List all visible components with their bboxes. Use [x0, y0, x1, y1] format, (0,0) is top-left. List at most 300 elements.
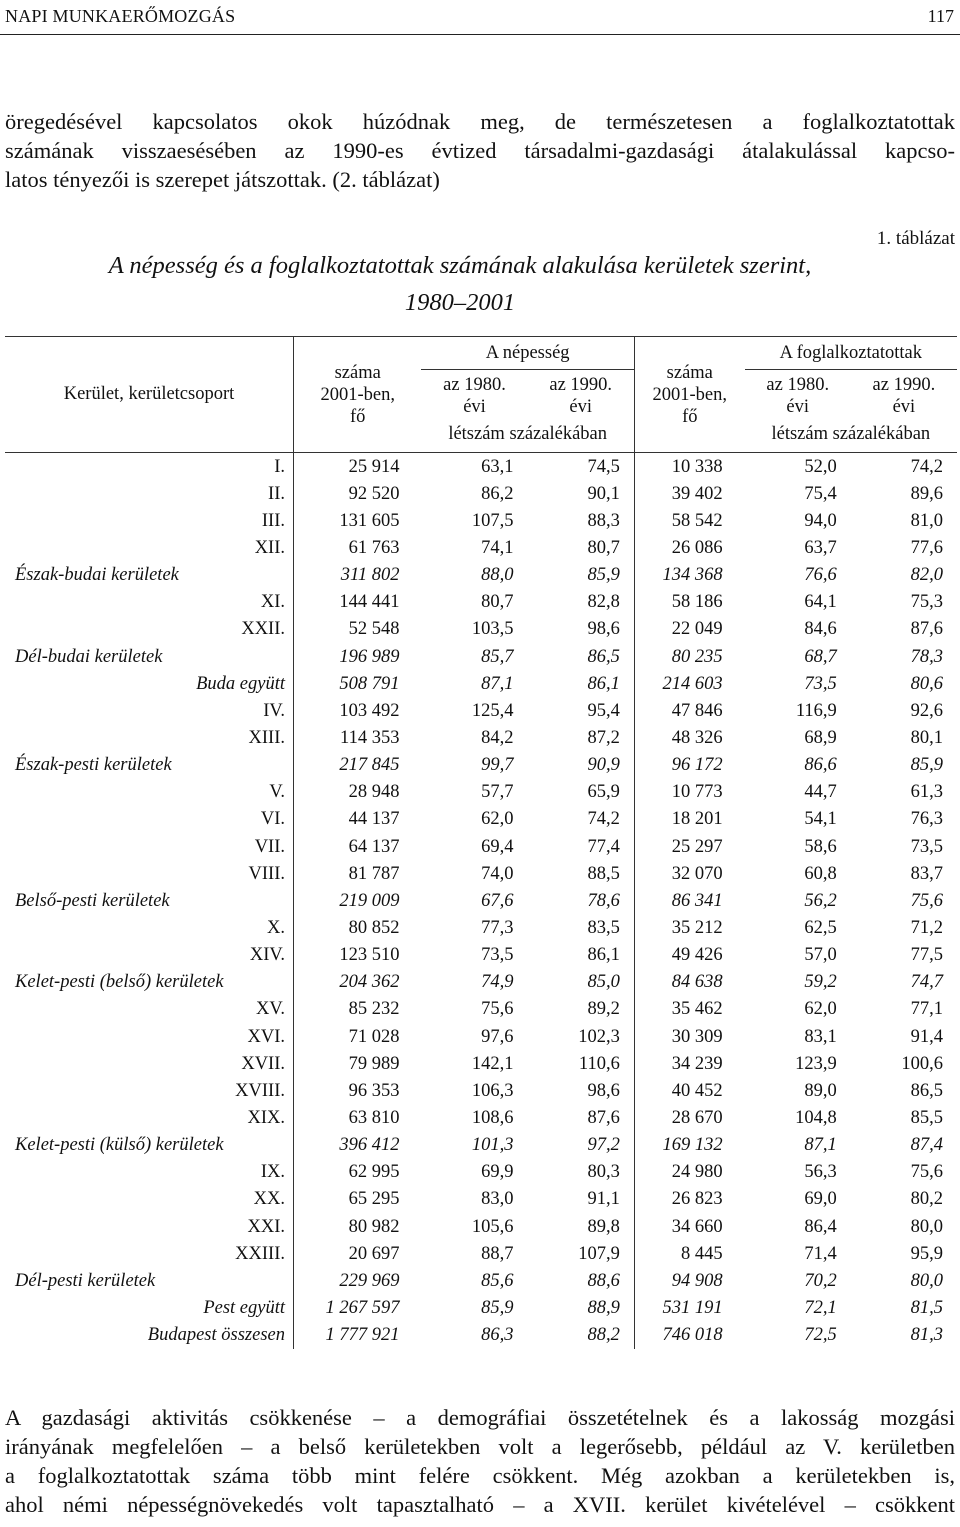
table-row	[5, 724, 957, 751]
cell-p80: 75,6	[481, 999, 514, 1020]
cell-pop: 123 510	[294, 942, 422, 969]
cell-p80: 108,6	[471, 1107, 514, 1128]
cell-pop: 52 548	[294, 616, 422, 643]
cell-p90: 88,5	[587, 863, 620, 884]
cell-p90: 80,3	[587, 1162, 620, 1183]
table-row	[5, 1294, 957, 1321]
cell-emp: 94 908	[634, 1267, 744, 1294]
header-population-group: A népesség	[421, 337, 634, 370]
cell-e80: 86,6	[804, 755, 837, 776]
cell-e80: 94,0	[804, 510, 837, 531]
cell-p90: 95,4	[587, 700, 620, 721]
district-name: XVI.	[247, 1026, 285, 1047]
cell-pop: 103 492	[294, 697, 422, 724]
district-name: XIV.	[249, 945, 285, 966]
header-population-count	[294, 337, 422, 453]
table-row	[5, 562, 957, 589]
cell-e90: 80,0	[910, 1216, 943, 1237]
cell-p90: 86,5	[587, 646, 620, 667]
table-row	[5, 1050, 957, 1077]
cell-emp: 58 186	[634, 589, 744, 616]
cell-pop: 71 028	[294, 1023, 422, 1050]
table-row	[5, 507, 957, 534]
cell-p90: 89,2	[587, 999, 620, 1020]
cell-e80: 68,7	[804, 646, 837, 667]
intro-line: számának visszaesésében az 1990-es évtized társadalmi-gazdasági átalakulással kapcso-	[5, 138, 955, 163]
district-name: XXI.	[247, 1216, 285, 1237]
cell-p80: 85,9	[481, 1297, 514, 1318]
cell-e80: 56,2	[804, 890, 837, 911]
cell-e90: 76,3	[910, 809, 943, 830]
district-name: Dél-pesti kerületek	[15, 1270, 156, 1291]
cell-p90: 65,9	[587, 782, 620, 803]
cell-e90: 80,6	[910, 673, 943, 694]
header-1980	[421, 370, 527, 419]
cell-pop: 131 605	[294, 507, 422, 534]
district-name: XIX.	[247, 1107, 285, 1128]
table-row	[5, 1104, 957, 1131]
header-text: 2001-ben,	[652, 384, 728, 405]
cell-p90: 86,1	[587, 673, 620, 694]
table-row	[5, 697, 957, 724]
cell-e80: 58,6	[804, 836, 837, 857]
cell-e80: 56,3	[804, 1162, 837, 1183]
cell-emp: 80 235	[634, 643, 744, 670]
cell-p80: 103,5	[471, 619, 514, 640]
table-row	[5, 453, 957, 481]
cell-pop: 61 763	[294, 534, 422, 561]
cell-pop: 204 362	[294, 969, 422, 996]
table-row	[5, 643, 957, 670]
cell-pop: 196 989	[294, 643, 422, 670]
cell-e80: 89,0	[804, 1080, 837, 1101]
cell-e80: 62,0	[804, 999, 837, 1020]
cell-p80: 57,7	[481, 782, 514, 803]
cell-p90: 88,3	[587, 510, 620, 531]
district-name: VIII.	[248, 863, 285, 884]
cell-emp: 35 462	[634, 996, 744, 1023]
cell-p90: 88,6	[587, 1270, 620, 1291]
district-name: Buda együtt	[196, 673, 285, 694]
cell-emp: 22 049	[634, 616, 744, 643]
cell-p80: 86,2	[481, 483, 514, 504]
cell-p90: 89,8	[587, 1216, 620, 1237]
cell-p80: 63,1	[421, 453, 527, 481]
table-row	[5, 1322, 957, 1349]
district-name: Dél-budai kerületek	[15, 646, 163, 667]
cell-emp: 531 191	[634, 1294, 744, 1321]
cell-p80: 73,5	[481, 945, 514, 966]
cell-p80: 86,3	[481, 1325, 514, 1346]
cell-e80: 75,4	[804, 483, 837, 504]
cell-e80: 57,0	[804, 945, 837, 966]
district-name: XXIII.	[235, 1243, 285, 1264]
table-row	[5, 1159, 957, 1186]
cell-e80: 44,7	[804, 782, 837, 803]
intro-paragraph	[5, 107, 955, 194]
cell-p80: 107,5	[471, 510, 514, 531]
cell-p80: 74,0	[481, 863, 514, 884]
district-name: XIII.	[248, 727, 285, 748]
cell-emp: 58 542	[634, 507, 744, 534]
cell-emp: 10 338	[634, 453, 744, 481]
cell-p80: 125,4	[471, 700, 514, 721]
cell-e90: 80,2	[910, 1189, 943, 1210]
header-district: Kerület, kerületcsoport	[5, 337, 294, 453]
cell-p90: 97,2	[587, 1135, 620, 1156]
cell-e90: 80,1	[910, 727, 943, 748]
cell-pop: 92 520	[294, 480, 422, 507]
cell-p90: 85,0	[587, 972, 620, 993]
cell-e90: 78,3	[910, 646, 943, 667]
table-row	[5, 996, 957, 1023]
cell-pop: 311 802	[294, 562, 422, 589]
cell-e90: 80,0	[910, 1270, 943, 1291]
header-1980	[745, 370, 851, 419]
cell-pop: 81 787	[294, 860, 422, 887]
table-row	[5, 887, 957, 914]
intro-line: latos tényezői is szerepet játszottak. (2. táblázat)	[5, 167, 440, 192]
cell-e80: 60,8	[804, 863, 837, 884]
district-name: Pest együtt	[203, 1297, 285, 1318]
header-text: fő	[682, 406, 698, 427]
cell-e90: 74,7	[910, 972, 943, 993]
cell-emp: 47 846	[634, 697, 744, 724]
header-employed-count	[634, 337, 744, 453]
cell-p90: 107,9	[578, 1243, 620, 1264]
cell-p90: 91,1	[587, 1189, 620, 1210]
cell-e90: 81,0	[910, 510, 943, 531]
cell-emp: 96 172	[634, 752, 744, 779]
outro-line: a foglalkoztatottak száma több mint felére csökkent. Még azokban a kerületekben is,	[5, 1463, 955, 1488]
cell-emp: 30 309	[634, 1023, 744, 1050]
district-name: XV.	[256, 999, 285, 1020]
cell-e90: 89,6	[910, 483, 943, 504]
district-name: Belső-pesti kerületek	[15, 890, 170, 911]
cell-e90: 87,4	[910, 1135, 943, 1156]
outro-line: ahol némi népességnövekedés volt tapasztalható – a XVII. kerület kivételével – csökkent	[5, 1492, 955, 1517]
district-name: VII.	[254, 836, 285, 857]
cell-e80: 123,9	[795, 1053, 837, 1074]
header-percent-label: létszám százalékában	[771, 423, 931, 444]
cell-p80: 74,1	[481, 537, 514, 558]
table-row	[5, 1240, 957, 1267]
cell-e80: 72,1	[804, 1297, 837, 1318]
cell-p80: 67,6	[481, 890, 514, 911]
cell-pop: 44 137	[294, 806, 422, 833]
cell-e80: 83,1	[804, 1026, 837, 1047]
cell-e90: 73,5	[910, 836, 943, 857]
table-row	[5, 806, 957, 833]
cell-p80: 77,3	[481, 917, 514, 938]
cell-e80: 86,4	[804, 1216, 837, 1237]
cell-e90: 81,3	[910, 1325, 943, 1346]
district-name: I.	[5, 453, 294, 481]
header-text: az 1980.	[766, 375, 830, 395]
district-name: V.	[269, 782, 285, 803]
outro-line: A gazdasági aktivitás csökkenése – a demográfiai összetételnek és a lakosság mozgási	[5, 1405, 955, 1430]
cell-e80: 54,1	[804, 809, 837, 830]
district-name: Észak-budai kerületek	[15, 565, 179, 586]
cell-p80: 106,3	[471, 1080, 514, 1101]
cell-p90: 85,9	[587, 565, 620, 586]
header-text: az 1990.	[549, 375, 613, 395]
cell-e80: 62,5	[804, 917, 837, 938]
cell-emp: 84 638	[634, 969, 744, 996]
cell-p80: 105,6	[471, 1216, 514, 1237]
district-name: X.	[267, 917, 285, 938]
cell-e90: 86,5	[910, 1080, 943, 1101]
header-text: az 1990.	[872, 375, 936, 395]
cell-e80: 68,9	[804, 727, 837, 748]
cell-e80: 64,1	[804, 592, 837, 613]
cell-pop: 64 137	[294, 833, 422, 860]
outro-paragraph	[5, 1403, 955, 1519]
cell-e80: 116,9	[795, 700, 837, 721]
table-row	[5, 1023, 957, 1050]
cell-emp: 169 132	[634, 1132, 744, 1159]
cell-p80: 88,0	[481, 565, 514, 586]
cell-p80: 101,3	[471, 1135, 514, 1156]
cell-pop: 63 810	[294, 1104, 422, 1131]
cell-p90: 110,6	[578, 1053, 620, 1074]
header-1990	[528, 370, 635, 419]
cell-e80: 63,7	[804, 537, 837, 558]
cell-pop: 20 697	[294, 1240, 422, 1267]
table-row	[5, 833, 957, 860]
district-name: XII.	[254, 537, 285, 558]
cell-p90: 98,6	[587, 619, 620, 640]
cell-emp: 32 070	[634, 860, 744, 887]
cell-pop: 65 295	[294, 1186, 422, 1213]
table-row	[5, 534, 957, 561]
header-text: évi	[786, 397, 810, 417]
cell-emp: 26 823	[634, 1186, 744, 1213]
cell-pop: 25 914	[294, 453, 422, 481]
district-name: VI.	[260, 809, 285, 830]
cell-p90: 83,5	[587, 917, 620, 938]
cell-pop: 144 441	[294, 589, 422, 616]
cell-p80: 85,6	[481, 1270, 514, 1291]
cell-p90: 102,3	[578, 1026, 620, 1047]
table-header	[5, 337, 957, 453]
header-text: száma	[666, 362, 713, 383]
table-row	[5, 1132, 957, 1159]
section-title: NAPI MUNKAERŐMOZGÁS	[5, 6, 236, 26]
cell-e90: 81,5	[910, 1297, 943, 1318]
cell-pop: 396 412	[294, 1132, 422, 1159]
cell-p90: 77,4	[587, 836, 620, 857]
cell-emp: 25 297	[634, 833, 744, 860]
table-row	[5, 1267, 957, 1294]
cell-e90: 71,2	[910, 917, 943, 938]
cell-pop: 62 995	[294, 1159, 422, 1186]
cell-pop: 1 777 921	[294, 1322, 422, 1349]
cell-e90: 74,2	[851, 453, 957, 481]
intro-line: öregedésével kapcsolatos okok húzódnak meg, de természetesen a foglalkoztatottak	[5, 109, 955, 134]
district-name: XXII.	[241, 619, 285, 640]
cell-p80: 62,0	[481, 809, 514, 830]
table-title: A népesség és a foglalkoztatottak számának alakulása kerületek szerint,	[108, 252, 812, 279]
table-body	[5, 453, 957, 1349]
cell-emp: 34 660	[634, 1213, 744, 1240]
header-text: száma	[334, 362, 381, 383]
cell-pop: 217 845	[294, 752, 422, 779]
cell-e80: 72,5	[804, 1325, 837, 1346]
cell-emp: 49 426	[634, 942, 744, 969]
cell-emp: 40 452	[634, 1077, 744, 1104]
cell-p80: 142,1	[471, 1053, 514, 1074]
table-row	[5, 616, 957, 643]
cell-pop: 1 267 597	[294, 1294, 422, 1321]
cell-emp: 28 670	[634, 1104, 744, 1131]
cell-e90: 100,6	[901, 1053, 943, 1074]
cell-p80: 88,7	[481, 1243, 514, 1264]
cell-e80: 71,4	[804, 1243, 837, 1264]
cell-p90: 88,9	[587, 1297, 620, 1318]
cell-pop: 229 969	[294, 1267, 422, 1294]
cell-emp: 10 773	[634, 779, 744, 806]
cell-e90: 75,3	[910, 592, 943, 613]
cell-e90: 83,7	[910, 863, 943, 884]
table-row	[5, 670, 957, 697]
cell-e90: 77,5	[910, 945, 943, 966]
cell-emp: 86 341	[634, 887, 744, 914]
cell-pop: 80 852	[294, 914, 422, 941]
cell-emp: 18 201	[634, 806, 744, 833]
header-text: 2001-ben,	[320, 384, 395, 405]
cell-pop: 114 353	[294, 724, 422, 751]
cell-emp: 48 326	[634, 724, 744, 751]
page-header	[0, 0, 960, 35]
cell-e80: 76,6	[804, 565, 837, 586]
header-text: évi	[463, 397, 486, 417]
table-row	[5, 779, 957, 806]
cell-emp: 134 368	[634, 562, 744, 589]
cell-emp: 39 402	[634, 480, 744, 507]
cell-p80: 84,2	[481, 727, 514, 748]
district-name: XVII.	[241, 1053, 285, 1074]
table-row	[5, 480, 957, 507]
cell-p90: 88,2	[587, 1325, 620, 1346]
cell-p90: 74,5	[528, 453, 635, 481]
cell-e90: 82,0	[910, 565, 943, 586]
district-name: XX.	[253, 1189, 285, 1210]
outro-line: irányának megfelelően – a belső kerületekben volt a legerősebb, például az V. kerületben	[5, 1434, 955, 1459]
cell-pop: 80 982	[294, 1213, 422, 1240]
cell-e90: 85,5	[910, 1107, 943, 1128]
page-number: 117	[927, 6, 954, 26]
cell-e90: 75,6	[910, 1162, 943, 1183]
cell-p90: 74,2	[587, 809, 620, 830]
table-row	[5, 914, 957, 941]
cell-p90: 90,9	[587, 755, 620, 776]
cell-e80: 87,1	[804, 1135, 837, 1156]
district-name: IV.	[263, 700, 285, 721]
table-title-years: 1980–2001	[404, 289, 516, 316]
table-row	[5, 969, 957, 996]
table-row	[5, 589, 957, 616]
cell-p90: 98,6	[587, 1080, 620, 1101]
cell-e80: 59,2	[804, 972, 837, 993]
cell-e90: 87,6	[910, 619, 943, 640]
district-name: IX.	[260, 1162, 285, 1183]
district-name: XI.	[260, 592, 285, 613]
table-row	[5, 942, 957, 969]
cell-e80: 73,5	[804, 673, 837, 694]
cell-p90: 80,7	[587, 537, 620, 558]
cell-e90: 75,6	[910, 890, 943, 911]
cell-e90: 77,6	[910, 537, 943, 558]
cell-e80: 69,0	[804, 1189, 837, 1210]
district-name: XVIII.	[235, 1080, 285, 1101]
cell-e90: 91,4	[910, 1026, 943, 1047]
table-row	[5, 1077, 957, 1104]
cell-p80: 69,9	[481, 1162, 514, 1183]
district-name: II.	[268, 483, 285, 504]
cell-p80: 83,0	[481, 1189, 514, 1210]
header-1990	[851, 370, 957, 419]
cell-e90: 95,9	[910, 1243, 943, 1264]
header-percent-label: létszám százalékában	[448, 423, 608, 444]
cell-e80: 52,0	[745, 453, 851, 481]
table-row	[5, 860, 957, 887]
header-text: évi	[569, 397, 592, 417]
cell-e80: 84,6	[804, 619, 837, 640]
cell-pop: 508 791	[294, 670, 422, 697]
cell-pop: 79 989	[294, 1050, 422, 1077]
district-name: Észak-pesti kerületek	[15, 755, 172, 776]
district-name: Kelet-pesti (belső) kerületek	[15, 972, 224, 993]
table-row	[5, 752, 957, 779]
cell-p90: 86,1	[587, 945, 620, 966]
table-number-label: 1. táblázat	[876, 228, 955, 249]
cell-p80: 85,7	[481, 646, 514, 667]
cell-p90: 82,8	[587, 592, 620, 613]
cell-e90: 77,1	[910, 999, 943, 1020]
cell-emp: 35 212	[634, 914, 744, 941]
cell-e80: 104,8	[795, 1107, 837, 1128]
district-name: Kelet-pesti (külső) kerületek	[15, 1135, 224, 1156]
cell-p90: 87,6	[587, 1107, 620, 1128]
cell-pop: 219 009	[294, 887, 422, 914]
cell-pop: 28 948	[294, 779, 422, 806]
cell-pop: 96 353	[294, 1077, 422, 1104]
cell-p80: 99,7	[481, 755, 514, 776]
cell-emp: 24 980	[634, 1159, 744, 1186]
header-text: az 1980.	[443, 375, 506, 395]
table-row	[5, 1186, 957, 1213]
district-name: III.	[261, 510, 285, 531]
cell-p90: 87,2	[587, 727, 620, 748]
cell-emp: 8 445	[634, 1240, 744, 1267]
cell-e90: 85,9	[910, 755, 943, 776]
cell-p80: 97,6	[481, 1026, 514, 1047]
population-employment-table	[5, 336, 957, 1349]
header-text: évi	[892, 397, 916, 417]
cell-e90: 61,3	[910, 782, 943, 803]
cell-pop: 85 232	[294, 996, 422, 1023]
cell-p80: 74,9	[481, 972, 514, 993]
cell-e80: 70,2	[804, 1270, 837, 1291]
cell-emp: 26 086	[634, 534, 744, 561]
cell-emp: 746 018	[634, 1322, 744, 1349]
cell-p90: 90,1	[587, 483, 620, 504]
header-text: fő	[350, 406, 366, 427]
header-employed-group: A foglalkoztatottak	[745, 337, 957, 370]
cell-e90: 92,6	[910, 700, 943, 721]
district-name: Budapest összesen	[147, 1325, 285, 1346]
